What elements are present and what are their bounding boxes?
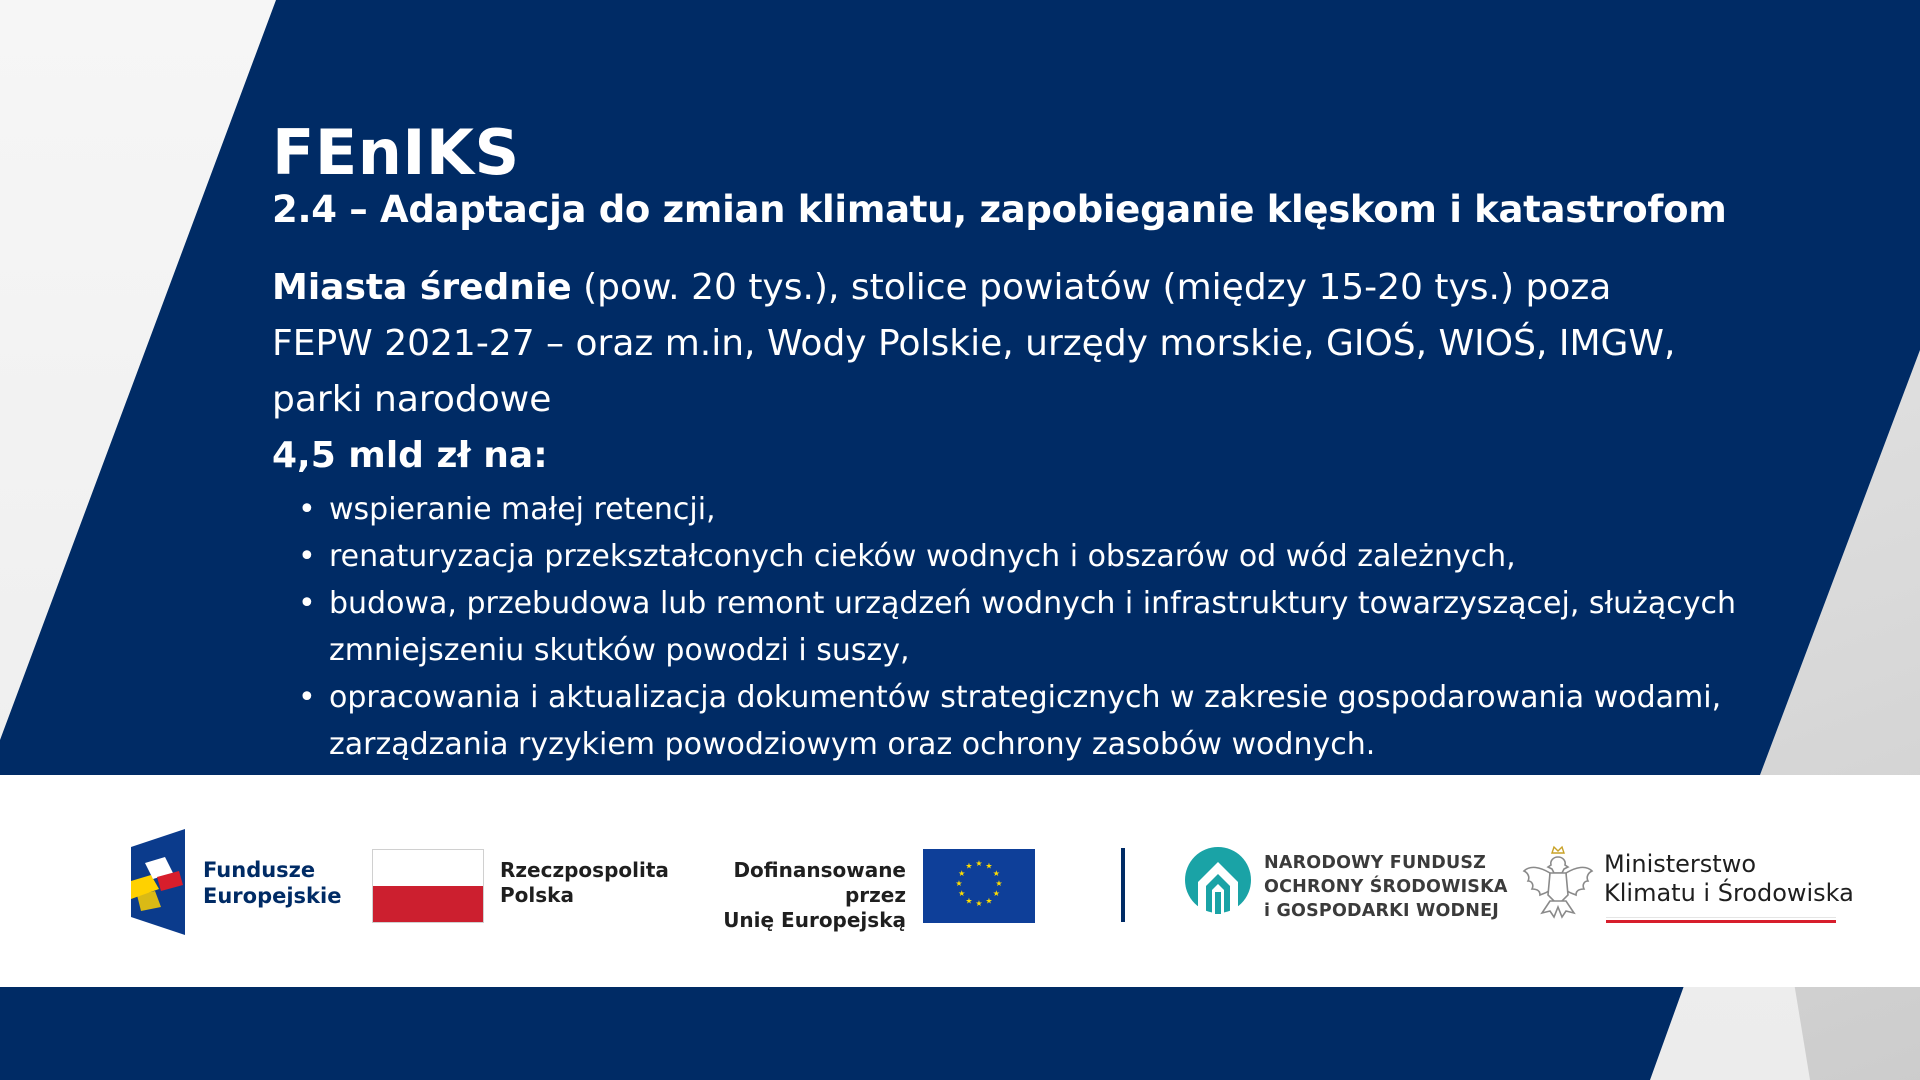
rzeczpospolita-polska-label: [500, 858, 669, 908]
svg-text:★: ★: [955, 879, 963, 888]
intro-bold: Miasta średnie: [272, 267, 572, 308]
mkis-line1: Ministerstwo: [1604, 850, 1757, 878]
svg-text:★: ★: [992, 869, 1000, 878]
ministerstwo-stripe: [1606, 917, 1836, 923]
fundusze-europejskie-label: [203, 857, 341, 909]
stripe-red: [1606, 920, 1836, 923]
svg-text:★: ★: [958, 889, 966, 898]
list-item: • renaturyzacja przekształconych cieków wodnych i obszarów od wód zależnych,: [272, 533, 1819, 580]
svg-text:★: ★: [985, 896, 993, 906]
logo-divider: [1121, 848, 1125, 922]
ministerstwo-label: [1604, 850, 1854, 908]
funding-amount: 4,5 mld zł na:: [272, 435, 548, 476]
flag-white-stripe: [373, 850, 483, 886]
flag-red-stripe: [373, 886, 483, 922]
slide-content: [272, 118, 1832, 768]
fe-line2: Europejskie: [203, 884, 342, 908]
list-item: • budowa, przebudowa lub remont urządzeń wodnych i infrastruktury towarzyszącej, służących zmniejszeniu skutków powodzi i suszy,: [272, 580, 1819, 674]
polish-flag-icon: [372, 849, 484, 923]
rp-line2: Polska: [500, 883, 574, 907]
rp-line1: Rzeczpospolita: [500, 858, 669, 882]
intro-rest: (pow. 20 tys.), stolice powiatów (między 15-20 tys.) poza FEPW 2021-27 – oraz m.in, Wody Polskie, urzędy morskie, GIOŚ, WIOŚ, IMGW, parki narodowe: [272, 267, 1676, 420]
mkis-line2: Klimatu i Środowiska: [1604, 879, 1854, 907]
svg-text:★: ★: [995, 879, 1003, 888]
eu-cofinancing-label: [690, 858, 906, 933]
nfosigw-label: [1264, 851, 1508, 923]
slide-subtitle: 2.4 – Adaptacja do zmian klimatu, zapobieganie klęskom i katastrofom: [272, 188, 1727, 231]
list-item: • opracowania i aktualizacja dokumentów strategicznych w zakresie gospodarowania wodami, zarządzania ryzykiem powodziowym oraz ochrony zasobów wodnych.: [272, 674, 1819, 768]
svg-text:★: ★: [958, 869, 966, 878]
eu-flag-icon: [923, 849, 1035, 923]
svg-text:★: ★: [985, 861, 993, 871]
fe-line1: Fundusze: [203, 858, 316, 882]
svg-text:★: ★: [975, 859, 983, 868]
svg-text:★: ★: [965, 861, 973, 871]
svg-text:★: ★: [992, 889, 1000, 898]
slide-title: FEnIKS: [272, 116, 520, 189]
ue-line2: Unię Europejską: [723, 908, 906, 932]
intro-paragraph: [272, 260, 1712, 428]
white-eagle-icon: [1520, 843, 1596, 923]
nfosigw-emblem-icon: [1184, 846, 1252, 920]
fundusze-europejskie-emblem-icon: [131, 829, 185, 935]
nfos-line2: OCHRONY ŚRODOWISKA: [1264, 877, 1508, 897]
svg-text:★: ★: [965, 896, 973, 906]
bullet-list: [272, 486, 1832, 768]
nfos-line1: NARODOWY FUNDUSZ: [1264, 853, 1487, 873]
list-item: • wspieranie małej retencji,: [272, 486, 1819, 533]
nfos-line3: i GOSPODARKI WODNEJ: [1264, 901, 1499, 921]
svg-text:★: ★: [975, 899, 983, 908]
ue-line1: Dofinansowane przez: [733, 858, 906, 907]
